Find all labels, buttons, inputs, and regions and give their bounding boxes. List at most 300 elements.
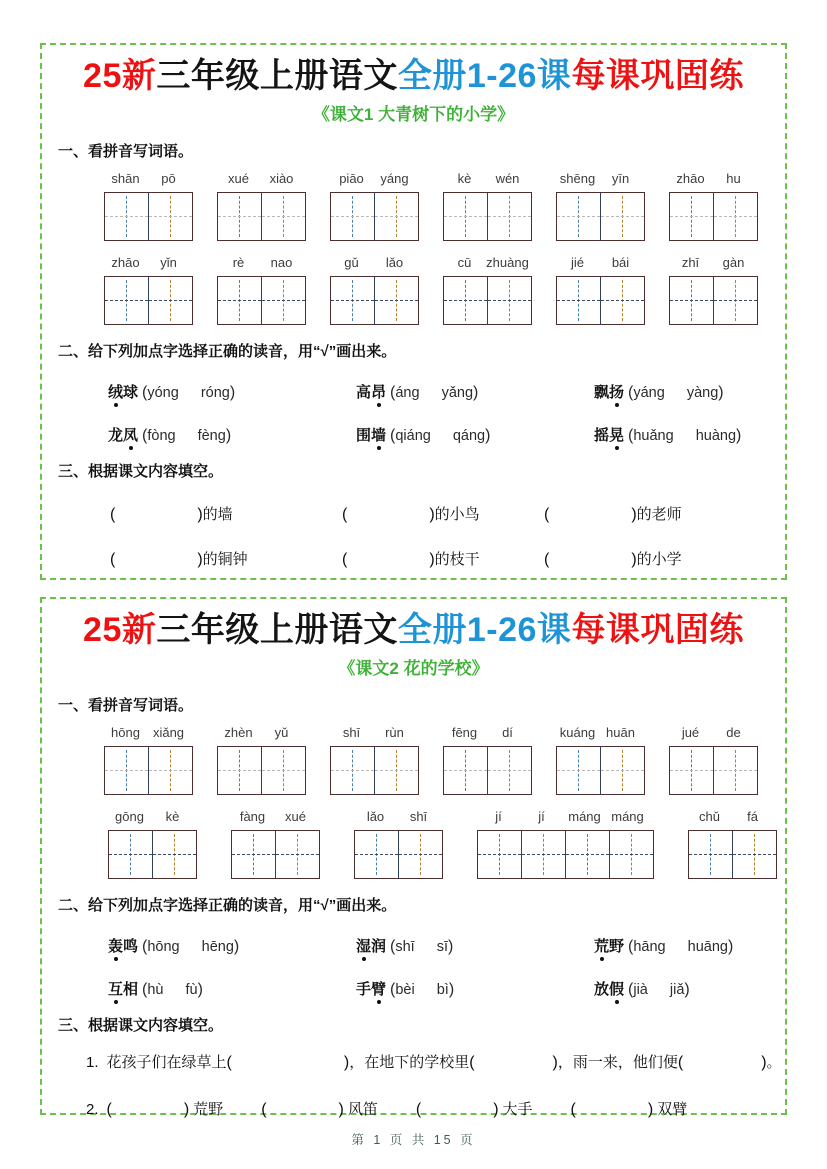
pinyin-labels	[231, 809, 320, 828]
option-2: yǎng	[441, 385, 474, 402]
writing-box	[713, 746, 758, 795]
title-segment: 全册1-26课	[397, 611, 572, 649]
writing-box	[609, 830, 654, 879]
pinyin-syllable: hōng	[111, 725, 140, 741]
writing-box	[330, 192, 374, 241]
pinyin-syllable: zhī	[681, 255, 700, 271]
open-paren: (	[570, 1101, 576, 1119]
pronunciation-item	[108, 381, 356, 402]
pinyin-syllable: xué	[228, 171, 249, 187]
phrase-suffix: 的小鸟	[434, 506, 480, 524]
writing-boxes	[104, 192, 193, 241]
open-paren: (	[142, 384, 148, 402]
pinyin-grid-row	[104, 255, 769, 325]
open-paren: (	[390, 981, 396, 999]
writing-boxes	[556, 192, 645, 241]
word-character: 臂	[371, 978, 386, 999]
pinyin-labels	[330, 255, 419, 274]
fill-blank-item	[544, 548, 769, 569]
pinyin-labels	[108, 809, 197, 828]
dotted-word	[356, 427, 386, 444]
pinyin-syllable: jí	[538, 809, 545, 825]
writing-boxes	[330, 192, 419, 241]
close-paren: )	[727, 938, 734, 956]
writing-box	[600, 746, 645, 795]
pinyin-word-group	[688, 809, 777, 879]
word-character: 墙	[371, 424, 386, 445]
q3-heading: 三、根据课文内容填空。	[58, 1017, 224, 1035]
open-paren: (	[677, 1054, 684, 1072]
q1-heading: 一、看拼音写词语。	[58, 143, 194, 161]
fill-blank-item	[110, 503, 342, 524]
pinyin-syllable: hu	[726, 171, 741, 187]
writing-boxes	[669, 276, 758, 325]
q2-heading: 二、给下列加点字选择正确的读音，用“√”画出来。	[58, 343, 397, 361]
writing-box	[330, 276, 374, 325]
sentence-text: 。	[766, 1054, 782, 1072]
close-paren: )	[761, 1054, 767, 1072]
open-paren: (	[106, 1101, 112, 1119]
word-character: 龙	[108, 427, 124, 445]
dotted-word	[594, 981, 624, 998]
option-1: jià	[633, 982, 648, 999]
writing-boxes	[104, 746, 193, 795]
close-paren: )	[197, 981, 203, 999]
word-character: 假	[609, 978, 624, 999]
page-title	[58, 57, 769, 96]
pinyin-word-group	[104, 171, 193, 241]
item-number: 2.	[86, 1101, 99, 1119]
pronunciation-options	[628, 427, 741, 444]
pronunciation-item	[108, 424, 356, 445]
open-paren: (	[390, 427, 396, 445]
close-paren: )	[485, 427, 491, 445]
pronunciation-options	[628, 981, 690, 998]
worksheet-card-lesson2	[40, 597, 787, 1119]
pinyin-word-group	[104, 725, 193, 795]
pronunciation-options	[628, 938, 733, 955]
option-1: áng	[395, 385, 420, 402]
dotted-word	[594, 938, 624, 955]
word-character: 互	[108, 978, 123, 999]
close-paren: )	[338, 1101, 344, 1119]
pinyin-syllable: yǐn	[160, 255, 177, 271]
pinyin-word-group	[217, 255, 306, 325]
title-segment: 每课巩固练	[571, 57, 744, 95]
option-2: hēng	[201, 939, 234, 956]
word-character: 飘	[594, 384, 610, 402]
dotted-word	[108, 981, 138, 998]
option-2: bì	[436, 982, 449, 999]
pinyin-labels	[330, 725, 419, 744]
q1-heading: 一、看拼音写词语。	[58, 697, 194, 715]
writing-boxes	[231, 830, 320, 879]
word-character: 轰	[108, 935, 123, 956]
pinyin-labels	[104, 725, 193, 744]
word-character: 球	[123, 384, 139, 402]
pinyin-labels	[688, 809, 777, 828]
writing-box	[217, 746, 261, 795]
open-paren: (	[628, 427, 634, 445]
writing-box	[521, 830, 565, 879]
writing-box	[565, 830, 609, 879]
dotted-word	[108, 938, 138, 955]
writing-boxes	[354, 830, 443, 879]
dotted-word	[594, 384, 624, 401]
open-paren: (	[390, 384, 396, 402]
close-paren: )	[343, 1054, 350, 1072]
phrase-suffix: 双臂	[657, 1101, 688, 1119]
pinyin-syllable: kè	[457, 171, 472, 187]
pronunciation-item	[594, 381, 769, 402]
option-1: bèi	[395, 982, 415, 999]
pinyin-syllable: lǎo	[366, 809, 385, 825]
option-2: fèng	[197, 428, 226, 445]
option-2: huàng	[695, 428, 737, 445]
word-character: 扬	[609, 381, 624, 402]
fill-blank-item	[342, 548, 544, 569]
pinyin-syllable: wén	[495, 171, 520, 187]
pinyin-word-group	[443, 171, 532, 241]
word-character: 放	[594, 981, 610, 999]
writing-box	[713, 192, 758, 241]
pinyin-word-group	[354, 809, 443, 879]
pronunciation-options	[142, 427, 231, 444]
writing-box	[374, 192, 419, 241]
word-character: 晃	[609, 424, 624, 445]
pronunciation-item	[594, 978, 769, 999]
fill-blank-sentence	[86, 1051, 782, 1072]
pinyin-word-group	[330, 255, 419, 325]
word-character: 相	[123, 981, 139, 999]
pinyin-labels	[217, 725, 306, 744]
writing-boxes	[443, 276, 532, 325]
writing-box	[231, 830, 275, 879]
fill-blank-item	[107, 1101, 224, 1118]
pinyin-labels	[443, 171, 532, 190]
open-paren: (	[142, 938, 148, 956]
phrase-suffix: 风笛	[347, 1101, 378, 1119]
page-footer: 第 1 页 共 15 页	[351, 1133, 476, 1147]
pronunciation-options	[142, 938, 239, 955]
option-2: fù	[185, 982, 198, 999]
writing-boxes	[104, 276, 193, 325]
pinyin-labels	[443, 255, 532, 274]
sentence-text: 花孩子们在绿草上	[106, 1054, 227, 1072]
pinyin-syllable: gàn	[722, 255, 745, 271]
pronunciation-options	[390, 981, 454, 998]
close-paren: )	[183, 1101, 190, 1119]
writing-boxes	[217, 276, 306, 325]
pinyin-labels	[104, 171, 193, 190]
word-character: 野	[609, 938, 625, 956]
fill-blank-item	[571, 1101, 688, 1118]
writing-box	[152, 830, 197, 879]
phrase-suffix: 的老师	[636, 506, 682, 524]
option-2: sī	[436, 939, 448, 956]
pinyin-syllable: xué	[285, 809, 306, 825]
writing-box	[374, 276, 419, 325]
pinyin-syllable: fēng	[451, 725, 478, 741]
writing-box	[443, 746, 487, 795]
option-2: róng	[200, 385, 230, 402]
pinyin-syllable: kuáng	[559, 725, 596, 741]
open-paren: (	[342, 551, 348, 569]
pronunciation-item	[108, 935, 356, 956]
writing-boxes	[669, 746, 758, 795]
pinyin-syllable: rùn	[385, 725, 404, 741]
pinyin-syllable: kè	[165, 809, 180, 825]
close-paren: )	[447, 938, 454, 956]
close-paren: )	[631, 551, 637, 569]
writing-box	[732, 830, 777, 879]
open-paren: (	[142, 427, 148, 445]
phrase-suffix: 的小学	[636, 551, 682, 569]
close-paren: )	[225, 427, 232, 445]
fill-blank-item	[261, 1101, 378, 1118]
pinyin-word-group	[104, 255, 193, 325]
pinyin-labels	[556, 255, 645, 274]
pronunciation-options	[628, 384, 724, 401]
option-1: yóng	[147, 385, 179, 402]
writing-boxes	[217, 192, 306, 241]
pinyin-labels	[669, 725, 758, 744]
writing-box	[600, 276, 645, 325]
close-paren: )	[473, 384, 479, 402]
title-segment: 三年级上册语文	[156, 57, 398, 95]
word-character: 手	[356, 981, 372, 999]
pinyin-syllable: huān	[606, 725, 635, 741]
close-paren: )	[197, 551, 203, 569]
pinyin-syllable: zhèn	[224, 725, 253, 741]
pronunciation-options	[142, 981, 203, 998]
q3-heading: 三、根据课文内容填空。	[58, 463, 224, 481]
writing-box	[104, 746, 148, 795]
pinyin-labels	[217, 255, 306, 274]
pinyin-syllable: bái	[611, 255, 630, 271]
item-number: 1.	[86, 1054, 99, 1072]
pinyin-syllable: shī	[409, 809, 428, 825]
lesson1-subtitle: 《课文1 大青树下的小学》	[312, 105, 515, 125]
writing-box	[261, 192, 306, 241]
writing-box	[217, 192, 261, 241]
pinyin-syllable: gǔ	[344, 255, 359, 271]
writing-boxes	[108, 830, 197, 879]
pinyin-labels	[354, 809, 443, 828]
option-1: hōng	[147, 939, 180, 956]
close-paren: )	[493, 1101, 499, 1119]
close-paren: )	[233, 938, 240, 956]
fill-blank-item	[544, 503, 769, 524]
writing-boxes	[330, 276, 419, 325]
fill-blank-lines	[58, 1051, 782, 1119]
option-2: yàng	[686, 385, 719, 402]
writing-box	[104, 276, 148, 325]
word-character: 湿	[356, 935, 371, 956]
pronunciation-options	[390, 427, 490, 444]
dotted-word	[108, 427, 138, 444]
open-paren: (	[342, 506, 348, 524]
pinyin-labels	[443, 725, 532, 744]
open-paren: (	[110, 551, 116, 569]
option-2: qáng	[452, 428, 486, 445]
pinyin-word-group	[443, 255, 532, 325]
writing-box	[275, 830, 320, 879]
pronunciation-item	[356, 978, 594, 999]
fill-blank-item	[110, 548, 342, 569]
pinyin-syllable: yīn	[611, 171, 630, 187]
lesson2-subtitle: 《课文2 花的学校》	[338, 659, 489, 679]
pinyin-word-group	[556, 725, 645, 795]
writing-boxes	[217, 746, 306, 795]
writing-box	[487, 746, 532, 795]
title-segment: 每课巩固练	[571, 611, 744, 649]
q2-heading: 二、给下列加点字选择正确的读音，用“√”画出来。	[58, 897, 397, 915]
pronunciation-options	[142, 384, 235, 401]
pinyin-syllable: zhāo	[111, 255, 140, 271]
writing-box	[713, 276, 758, 325]
fill-blank-item	[342, 503, 544, 524]
pinyin-word-group	[669, 255, 758, 325]
writing-box	[477, 830, 521, 879]
writing-box	[398, 830, 443, 879]
pinyin-syllable: pō	[161, 171, 176, 187]
pinyin-word-group	[330, 171, 419, 241]
pinyin-labels	[556, 725, 645, 744]
pinyin-syllable: yǔ	[274, 725, 289, 741]
pinyin-word-group	[330, 725, 419, 795]
pronunciation-item	[594, 935, 769, 956]
close-paren: )	[429, 551, 435, 569]
writing-box	[688, 830, 732, 879]
dotted-word	[594, 427, 624, 444]
word-character: 润	[371, 938, 387, 956]
pinyin-syllable: xiǎng	[152, 725, 185, 741]
pinyin-word-group	[477, 809, 654, 879]
word-character: 凤	[123, 424, 138, 445]
pronunciation-options	[390, 384, 478, 401]
option-2: jiǎ	[669, 982, 685, 999]
writing-box	[556, 746, 600, 795]
pinyin-syllable: zhuàng	[486, 255, 529, 271]
pinyin-syllable: rè	[232, 255, 245, 271]
close-paren: )	[197, 506, 203, 524]
close-paren: )	[647, 1101, 654, 1119]
dotted-word	[356, 384, 386, 401]
pinyin-grid-row	[108, 809, 769, 879]
word-character: 昂	[371, 381, 386, 402]
pinyin-syllable: cū	[457, 255, 472, 271]
phrase-suffix: 荒野	[193, 1101, 224, 1119]
writing-box	[443, 276, 487, 325]
pinyin-syllable: jié	[570, 255, 584, 271]
phrase-suffix: 的墙	[202, 506, 233, 524]
writing-boxes	[669, 192, 758, 241]
writing-box	[330, 746, 374, 795]
writing-boxes	[477, 830, 654, 879]
pronunciation-choice-grid	[108, 381, 769, 445]
open-paren: (	[110, 506, 116, 524]
pinyin-syllable: zhāo	[676, 171, 705, 187]
pinyin-grid-row	[104, 725, 769, 795]
pronunciation-options	[390, 938, 453, 955]
sentence-text: ，雨一来，他们便	[557, 1054, 678, 1072]
writing-box	[148, 192, 193, 241]
writing-box	[148, 276, 193, 325]
pinyin-syllable: jí	[495, 809, 502, 825]
phrase-suffix: 的铜钟	[202, 551, 248, 569]
pinyin-word-group	[217, 725, 306, 795]
pinyin-labels	[217, 171, 306, 190]
pronunciation-item	[356, 935, 594, 956]
pinyin-syllable: xiào	[269, 171, 294, 187]
pinyin-grid-row	[104, 171, 769, 241]
word-character: 高	[356, 384, 372, 402]
option-1: yáng	[633, 385, 665, 402]
writing-box	[669, 276, 713, 325]
option-1: fòng	[147, 428, 176, 445]
close-paren: )	[448, 981, 455, 999]
dotted-word	[356, 981, 386, 998]
writing-boxes	[556, 276, 645, 325]
pinyin-labels	[669, 171, 758, 190]
writing-box	[354, 830, 398, 879]
open-paren: (	[390, 938, 396, 956]
pinyin-word-group	[669, 171, 758, 241]
close-paren: )	[718, 384, 724, 402]
writing-box	[487, 192, 532, 241]
close-paren: )	[631, 506, 637, 524]
pinyin-syllable: shēng	[559, 171, 596, 187]
pinyin-syllable: lǎo	[385, 255, 404, 271]
title-segment: 25新	[83, 57, 157, 95]
dotted-word	[108, 384, 138, 401]
close-paren: )	[229, 384, 236, 402]
pinyin-labels	[669, 255, 758, 274]
option-1: huǎng	[633, 428, 674, 445]
writing-box	[104, 192, 148, 241]
option-1: hāng	[633, 939, 666, 956]
fill-blank-item	[416, 1101, 533, 1118]
writing-box	[261, 276, 306, 325]
writing-boxes	[443, 746, 532, 795]
close-paren: )	[736, 427, 742, 445]
phrase-suffix: 大手	[502, 1101, 533, 1119]
title-segment: 三年级上册语文	[156, 611, 398, 649]
pinyin-syllable: yáng	[380, 171, 409, 187]
pronunciation-choice-grid	[108, 935, 769, 999]
pinyin-word-group	[556, 171, 645, 241]
pinyin-labels	[104, 255, 193, 274]
open-paren: (	[628, 938, 634, 956]
sentence-text: ，在地下的学校里	[349, 1054, 470, 1072]
close-paren: )	[429, 506, 435, 524]
writing-box	[148, 746, 193, 795]
pinyin-syllable: máng	[568, 809, 601, 825]
word-character: 摇	[594, 427, 610, 445]
open-paren: (	[628, 384, 634, 402]
fill-blank-phrases	[86, 1098, 769, 1119]
option-2: huāng	[687, 939, 728, 956]
writing-box	[669, 192, 713, 241]
open-paren: (	[415, 1101, 422, 1119]
pinyin-syllable: chǔ	[699, 809, 720, 825]
writing-box	[556, 192, 600, 241]
option-1: shī	[395, 939, 415, 956]
writing-box	[669, 746, 713, 795]
pinyin-syllable: shān	[111, 171, 140, 187]
writing-boxes	[688, 830, 777, 879]
